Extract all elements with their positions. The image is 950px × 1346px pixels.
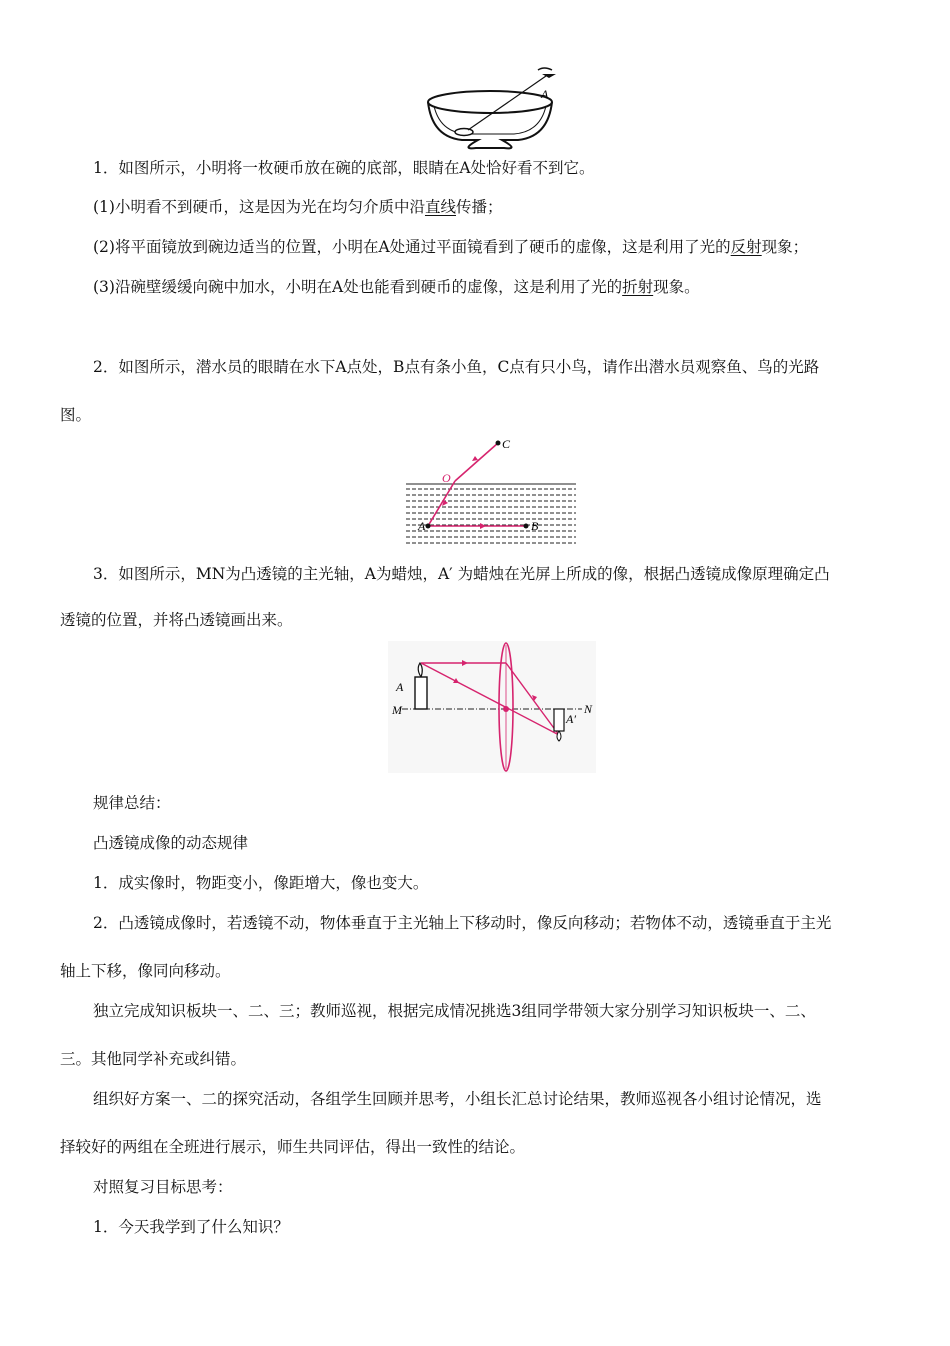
summary-rule-1: 1．成实像时，物距变小，像距增大，像也变大。 [93, 874, 429, 892]
q3-line1: 3．如图所示，MN为凸透镜的主光轴，A为蜡烛，A′ 为蜡烛在光屏上所成的像，根据凸透镜成像原理确定凸 [93, 565, 830, 583]
q2-line2: 图。 [60, 406, 92, 424]
summary-rule-2-line1: 2．凸透镜成像时，若透镜不动，物体垂直于主光轴上下移动时，像反向移动；若物体不动，透镜垂直于主光 [93, 914, 832, 932]
activity-1-line2: 三。其他同学补充或纠错。 [60, 1050, 247, 1068]
label-c: C [502, 437, 511, 451]
activity-2-line2: 择较好的两组在全班进行展示，师生共同评估，得出一致性的结论。 [60, 1138, 526, 1156]
bowl-figure [420, 62, 560, 152]
bowl-rim [428, 91, 552, 113]
sight-line [468, 76, 546, 130]
lens-figure [388, 641, 596, 773]
optical-center [503, 706, 509, 712]
q1-stem: 1．如图所示，小明将一枚硬币放在碗的底部，眼睛在A处恰好看不到它。 [93, 159, 595, 177]
point-c [496, 441, 501, 446]
activity-1-line1: 独立完成知识板块一、二、三；教师巡视，根据完成情况挑选3组同学带领大家分别学习知识板块一、二、 [93, 1002, 816, 1020]
summary-subtitle: 凸透镜成像的动态规律 [93, 834, 249, 852]
label-a: A [541, 87, 549, 101]
summary-rule-2-line2: 轴上下移，像同向移动。 [60, 962, 231, 980]
water-lines [406, 484, 576, 543]
label-n: N [584, 702, 593, 716]
summary-title: 规律总结： [93, 794, 171, 812]
q1-part2-answer: 反射 [730, 238, 762, 256]
label-o: O [442, 471, 451, 485]
q1-part2-tail: 现象； [761, 238, 809, 256]
point-b [524, 524, 529, 529]
q1-part1-tail: 传播； [455, 198, 503, 216]
coin [455, 129, 473, 136]
q2-line1: 2．如图所示，潜水员的眼睛在水下A点处，B点有条小鱼，C点有只小鸟，请作出潜水员观察鱼、鸟的光路 [93, 358, 820, 376]
label-m: M [392, 703, 402, 717]
q1-part3-text: (3)沿碗壁缓缓向碗中加水，小明在A处也能看到硬币的虚像，这是利用了光的 [93, 278, 623, 296]
label-b: B [531, 519, 539, 533]
diver-figure [400, 434, 580, 550]
reflect-question-1: 1．今天我学到了什么知识？ [93, 1218, 289, 1236]
eye-icon [538, 68, 556, 78]
q1-part2 [93, 237, 808, 257]
reflect-title: 对照复习目标思考： [93, 1178, 233, 1196]
point-a [426, 524, 431, 529]
q1-part3-answer: 折射 [622, 278, 654, 296]
label-a: A [418, 519, 426, 533]
q3-line2: 透镜的位置，并将凸透镜画出来。 [60, 611, 293, 629]
label-a: A [396, 680, 404, 694]
q1-part3 [93, 277, 700, 297]
q1-part2-text: (2)将平面镜放到碗边适当的位置，小明在A处通过平面镜看到了硬币的虚像，这是利用了光的 [93, 238, 731, 256]
q1-part1 [93, 197, 503, 217]
q1-part1-text: (1)小明看不到硬币，这是因为光在均匀介质中沿 [93, 198, 425, 216]
q1-part3-tail: 现象。 [653, 278, 700, 296]
q1-part1-answer: 直线 [424, 198, 456, 216]
label-a-prime: A′ [566, 712, 576, 726]
activity-2-line1: 组织好方案一、二的探究活动，各组学生回顾并思考，小组长汇总讨论结果，教师巡视各小组讨论情况，选 [93, 1090, 822, 1108]
